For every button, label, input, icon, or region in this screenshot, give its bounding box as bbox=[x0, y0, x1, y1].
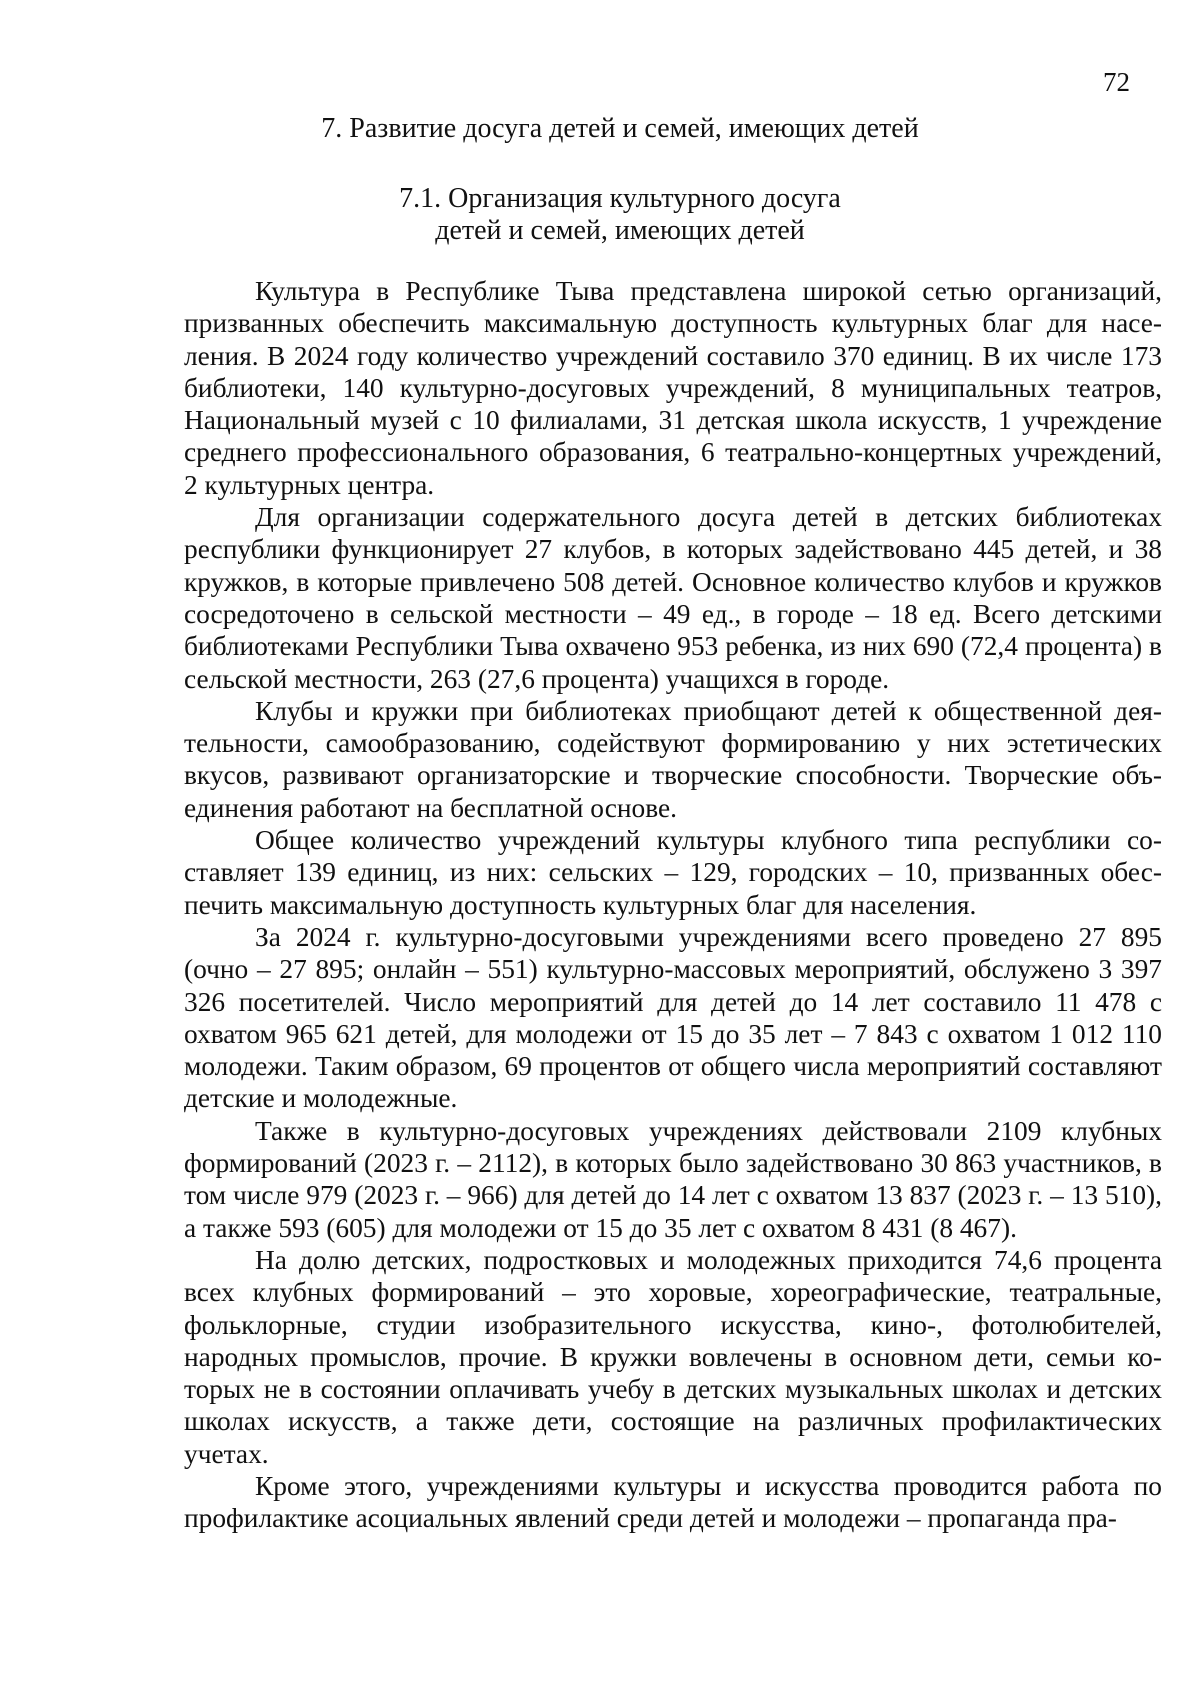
paragraph-prevention: Кроме этого, учреждениями культуры и искусства проводится работа по профилактике асоциальных явлений среди детей и молодежи – пропаганда пра- bbox=[184, 1470, 1162, 1534]
section-title: 7. Развитие досуга детей и семей, имеющих детей bbox=[321, 113, 919, 144]
paragraph-events-2024: За 2024 г. культурно-досуговыми учреждениями всего проведено 27 895 (очно – 27 895; онлайн – 551) культурно-массовых мероприятий, обслужено 3 397 326 посетителей. Число мероприятий для детей до 14 лет составило 11 478 с охватом 965 621 детей, для молодежи от 15 до 35 лет – 7 843 с охватом 1 012 110 молодежи. Таким образом, 69 процентов от общего числа мероприятий составляют детские и молодежные. bbox=[184, 921, 1162, 1114]
paragraph-culture-network: Культура в Республике Тыва представлена широкой сетью организаций, призванных обеспечить максимальную доступность культурных благ для населения. В 2024 году количество учреждений составило 370 единиц. В их числе 173 библиотеки, 140 культурно-досуговых учреждений, 8 муниципальных театров, Национальный музей с 10 филиалами, 31 детская школа искусств, 1 учреждение среднего профессионального образования, 6 театрально-концертных учреждений, 2 культурных центра. bbox=[184, 276, 1162, 500]
paragraph-club-formations: Также в культурно-досуговых учреждениях действовали 2109 клубных формирований (2023 г. – 2112), в которых было задействовано 30 863 участников, в том числе 979 (2023 г. – 966) для детей до 14 лет с охватом 13 837 (2023 г. – 13 510), а также 593 (605) для молодежи от 15 до 35 лет с охватом 8 431 (8 467). bbox=[184, 1115, 1162, 1243]
paragraph-club-institutions: Общее количество учреждений культуры клубного типа республики составляет 139 единиц, из них: сельских – 129, городских – 10, призванных обеспечить максимальную доступность культурных благ для населения. bbox=[184, 825, 1162, 920]
paragraph-clubs-benefits: Клубы и кружки при библиотеках приобщают детей к общественной деятельности, самообразованию, содействуют формированию у них эстетических вкусов, развивают организаторские и творческие способности. Творческие объединения работают на бесплатной основе. bbox=[184, 695, 1162, 823]
subsection-title bbox=[0, 183, 1200, 247]
paragraph-youth-share: На долю детских, подростковых и молодежных приходится 74,6 процента всех клубных формирований – это хоровые, хореографические, театральные, фольклорные, студии изобразительного искусства, кино-, фотолюбителей, народных промыслов, прочие. В кружки вовлечены в основном дети, семьи которых не в состоянии оплачивать учебу в детских музыкальных школах и детских школах искусств, а также дети, состоящие на различных профилактических учетах. bbox=[184, 1244, 1162, 1469]
page-number: 72 bbox=[1103, 67, 1130, 97]
subsection-title-line-2: детей и семей, имеющих детей bbox=[435, 215, 805, 246]
subsection-title-line-1: 7.1. Организация культурного досуга bbox=[399, 183, 841, 214]
paragraph-library-clubs: Для организации содержательного досуга детей в детских библиотеках республики функционирует 27 клубов, в которых задействовано 445 детей, и 38 кружков, в которые привлечено 508 детей. Основное количество клубов и кружков сосредоточено в сельской местности – 49 ед., в городе – 18 ед. Всего детскими библиотеками Республики Тыва охвачено 953 ребенка, из них 690 (72,4 процента) в сельской местности, 263 (27,6 процента) учащихся в городе. bbox=[184, 502, 1162, 694]
body-text bbox=[184, 275, 1162, 1535]
